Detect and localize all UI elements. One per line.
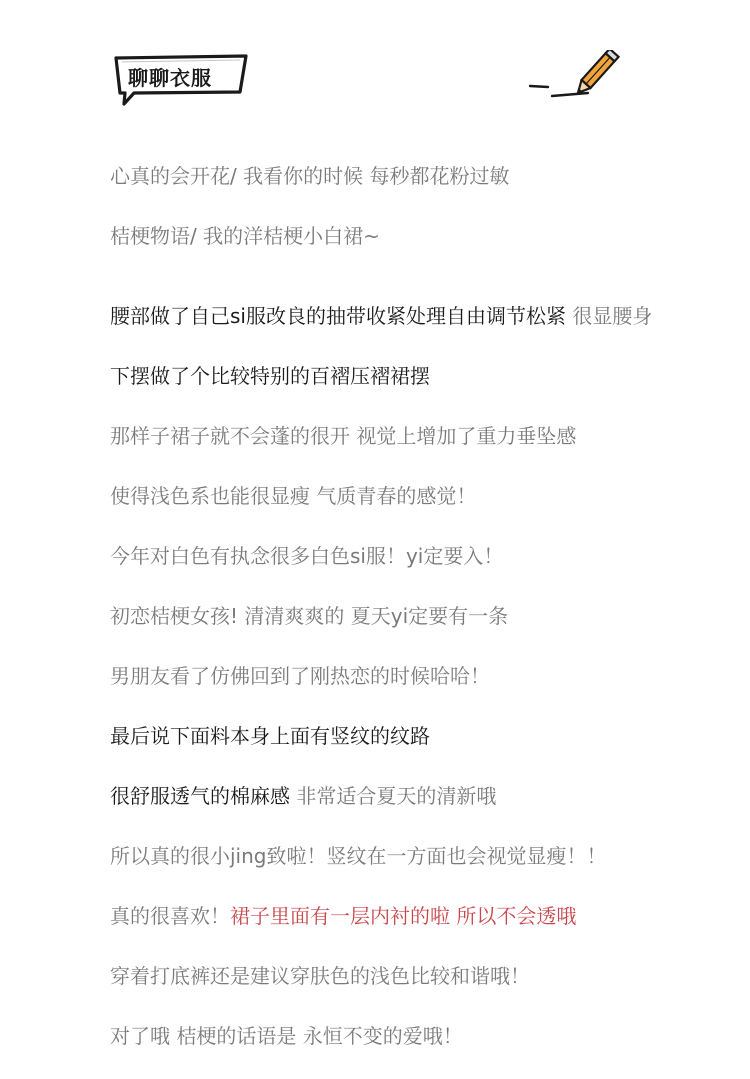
page-title: 聊聊衣服 bbox=[128, 66, 212, 90]
text-line bbox=[110, 782, 496, 810]
text-segment: 男朋友看了仿佛回到了刚热恋的时候哈哈！ bbox=[110, 664, 490, 688]
text-line bbox=[110, 162, 509, 190]
pencil-decoration bbox=[528, 50, 624, 102]
text-segment: 腰部做了自己si服改良的抽带收紧处理自由调节松紧 bbox=[110, 304, 566, 328]
text-segment: 心真的会开花/ 我看你的时候 每秒都花粉过敏 bbox=[110, 164, 510, 188]
text-line bbox=[110, 962, 530, 990]
text-segment: 使得浅色系也能很显瘦 气质青春的感觉！ bbox=[110, 484, 477, 508]
text-line bbox=[110, 362, 430, 390]
text-segment: 很舒服透气的棉麻感 bbox=[110, 784, 290, 808]
text-line bbox=[110, 722, 430, 750]
text-segment: 穿着打底裤还是建议穿肤色的浅色比较和谐哦！ bbox=[110, 964, 530, 988]
section-badge bbox=[112, 52, 252, 106]
text-segment: 所以真的很小jing致啦！竖纹在一方面也会视觉显瘦！！ bbox=[110, 844, 607, 868]
text-line bbox=[110, 422, 576, 450]
text-line bbox=[110, 662, 490, 690]
text-line bbox=[110, 302, 652, 330]
text-line bbox=[110, 902, 576, 930]
text-line bbox=[110, 842, 606, 870]
text-line bbox=[110, 1022, 463, 1050]
text-segment: 最后说下面料本身上面有竖纹的纹路 bbox=[110, 724, 430, 748]
text-segment: 裙子里面有一层内衬的啦 所以不会透哦 bbox=[230, 904, 577, 928]
text-segment: 非常适合夏天的清新哦 bbox=[290, 784, 497, 808]
text-segment: 今年对白色有执念很多白色si服！yi定要入！ bbox=[110, 544, 504, 568]
text-line bbox=[110, 222, 380, 250]
text-line bbox=[110, 542, 503, 570]
pencil-icon bbox=[528, 50, 624, 102]
text-segment: 下摆做了个比较特别的百褶压褶裙摆 bbox=[110, 364, 430, 388]
text-segment: 对了哦 桔梗的话语是 永恒不变的爱哦！ bbox=[110, 1024, 463, 1048]
text-segment: 真的很喜欢！ bbox=[110, 904, 230, 928]
text-segment: 桔梗物语/ 我的洋桔梗小白裙~ bbox=[110, 224, 380, 248]
text-segment: 那样子裙子就不会蓬的很开 视觉上增加了重力垂坠感 bbox=[110, 424, 577, 448]
text-line bbox=[110, 602, 508, 630]
text-segment: 初恋桔梗女孩! 清清爽爽的 夏天yi定要有一条 bbox=[110, 604, 509, 628]
text-segment: 很显腰身 bbox=[565, 304, 653, 328]
text-line bbox=[110, 482, 476, 510]
